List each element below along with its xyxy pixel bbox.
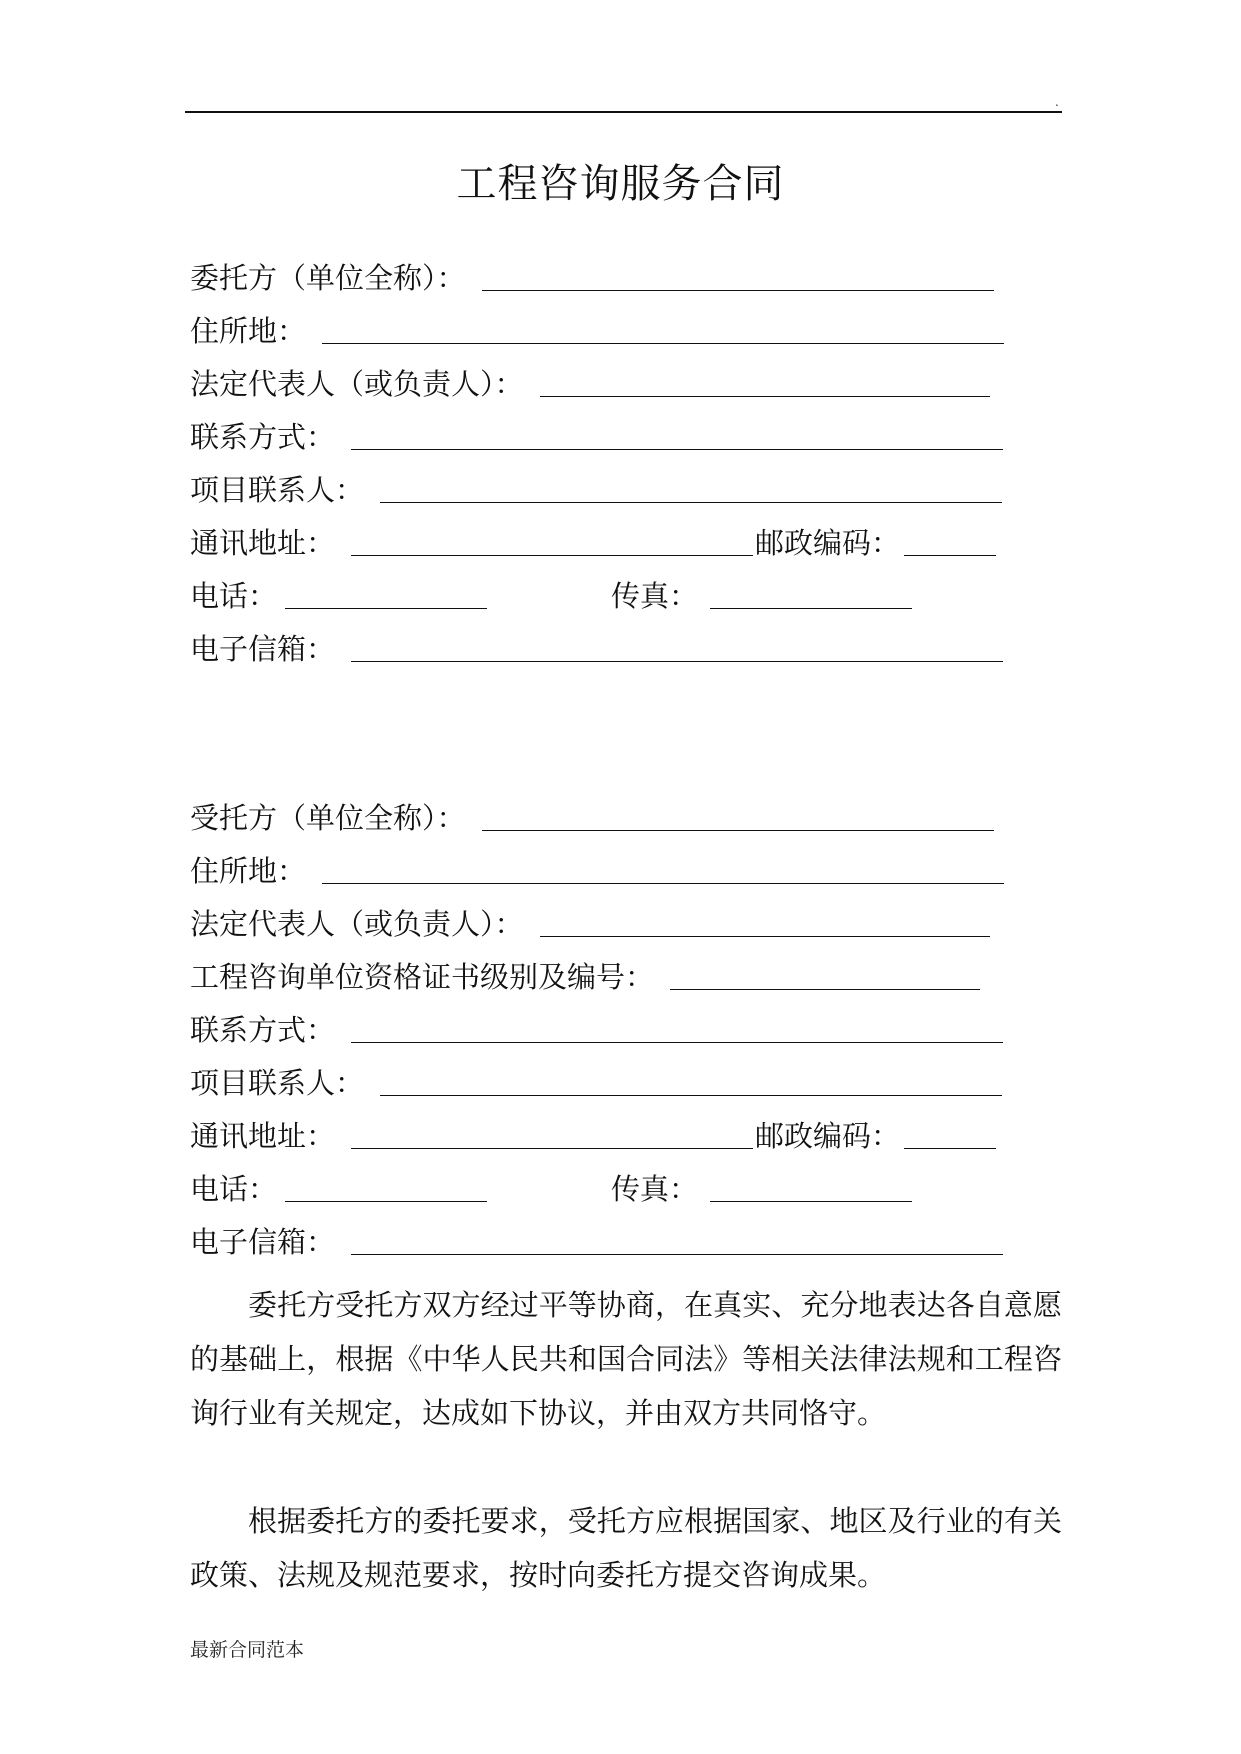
client-address-field[interactable]	[322, 343, 1004, 344]
consultant-fax-label: 传真：	[611, 1172, 699, 1206]
client-email-field[interactable]	[351, 661, 1003, 662]
consultant-mail-address-field[interactable]	[351, 1148, 753, 1149]
consultant-mail-address-label: 通讯地址：	[190, 1119, 336, 1153]
consultant-qualification-label: 工程咨询单位资格证书级别及编号：	[190, 960, 655, 994]
agreement-paragraph-2: 根据委托方的委托要求，受托方应根据国家、地区及行业的有关政策、法规及规范要求，按时向委托方提交咨询成果。	[190, 1504, 1062, 1592]
client-address-label: 住所地：	[190, 314, 307, 348]
client-phone-label: 电话：	[190, 579, 278, 613]
client-legal-rep-field[interactable]	[540, 396, 990, 397]
consultant-mail-row	[190, 1116, 996, 1156]
client-fax-field[interactable]	[710, 608, 912, 609]
client-name-label: 委托方（单位全称）：	[190, 261, 466, 295]
client-phone-fax-row	[190, 576, 912, 616]
client-address-row	[190, 311, 1004, 351]
consultant-contact-field[interactable]	[351, 1042, 1003, 1043]
consultant-fax-field[interactable]	[710, 1201, 912, 1202]
consultant-legal-rep-label: 法定代表人（或负责人）：	[190, 907, 524, 941]
consultant-email-field[interactable]	[351, 1254, 1003, 1255]
client-mail-row	[190, 523, 996, 563]
client-mail-address-field[interactable]	[351, 555, 753, 556]
header-mark: .	[1055, 95, 1059, 109]
consultant-legal-rep-row	[190, 904, 990, 944]
client-legal-rep-label: 法定代表人（或负责人）：	[190, 367, 524, 401]
client-contact-row	[190, 417, 1003, 457]
client-email-label: 电子信箱：	[190, 632, 336, 666]
consultant-legal-rep-field[interactable]	[540, 936, 990, 937]
client-name-field[interactable]	[482, 290, 994, 291]
client-postcode-field[interactable]	[904, 555, 996, 556]
client-email-row	[190, 629, 1003, 669]
client-contact-field[interactable]	[351, 449, 1003, 450]
consultant-qualification-field[interactable]	[670, 989, 980, 990]
consultant-phone-fax-row	[190, 1169, 912, 1209]
consultant-postcode-label: 邮政编码：	[755, 1119, 901, 1153]
consultant-name-label: 受托方（单位全称）：	[190, 801, 466, 835]
consultant-address-field[interactable]	[322, 883, 1004, 884]
consultant-name-field[interactable]	[482, 830, 994, 831]
client-project-contact-field[interactable]	[380, 502, 1002, 503]
consultant-phone-label: 电话：	[190, 1172, 278, 1206]
consultant-name-row	[190, 798, 994, 838]
client-legal-rep-row	[190, 364, 990, 404]
consultant-address-row	[190, 851, 1004, 891]
consultant-project-contact-row	[190, 1063, 1002, 1103]
client-mail-address-label: 通讯地址：	[190, 526, 336, 560]
consultant-email-row	[190, 1222, 1003, 1262]
consultant-contact-row	[190, 1010, 1003, 1050]
consultant-project-contact-label: 项目联系人：	[190, 1066, 365, 1100]
client-project-contact-label: 项目联系人：	[190, 473, 365, 507]
document-title: 工程咨询服务合同	[456, 161, 785, 207]
consultant-contact-label: 联系方式：	[190, 1013, 336, 1047]
consultant-email-label: 电子信箱：	[190, 1225, 336, 1259]
page-footer: 最新合同范本	[190, 1639, 305, 1661]
agreement-paragraph-1: 委托方受托方双方经过平等协商，在真实、充分地表达各自意愿的基础上，根据《中华人民共和国合同法》等相关法律法规和工程咨询行业有关规定，达成如下协议，并由双方共同恪守。	[190, 1288, 1062, 1430]
client-postcode-label: 邮政编码：	[755, 526, 901, 560]
consultant-phone-field[interactable]	[285, 1201, 487, 1202]
consultant-qualification-row	[190, 957, 980, 997]
client-fax-label: 传真：	[611, 579, 699, 613]
consultant-project-contact-field[interactable]	[380, 1095, 1002, 1096]
consultant-address-label: 住所地：	[190, 854, 307, 888]
header-rule	[185, 111, 1062, 113]
client-contact-label: 联系方式：	[190, 420, 336, 454]
client-name-row	[190, 258, 994, 298]
consultant-postcode-field[interactable]	[904, 1148, 996, 1149]
client-phone-field[interactable]	[285, 608, 487, 609]
client-project-contact-row	[190, 470, 1002, 510]
